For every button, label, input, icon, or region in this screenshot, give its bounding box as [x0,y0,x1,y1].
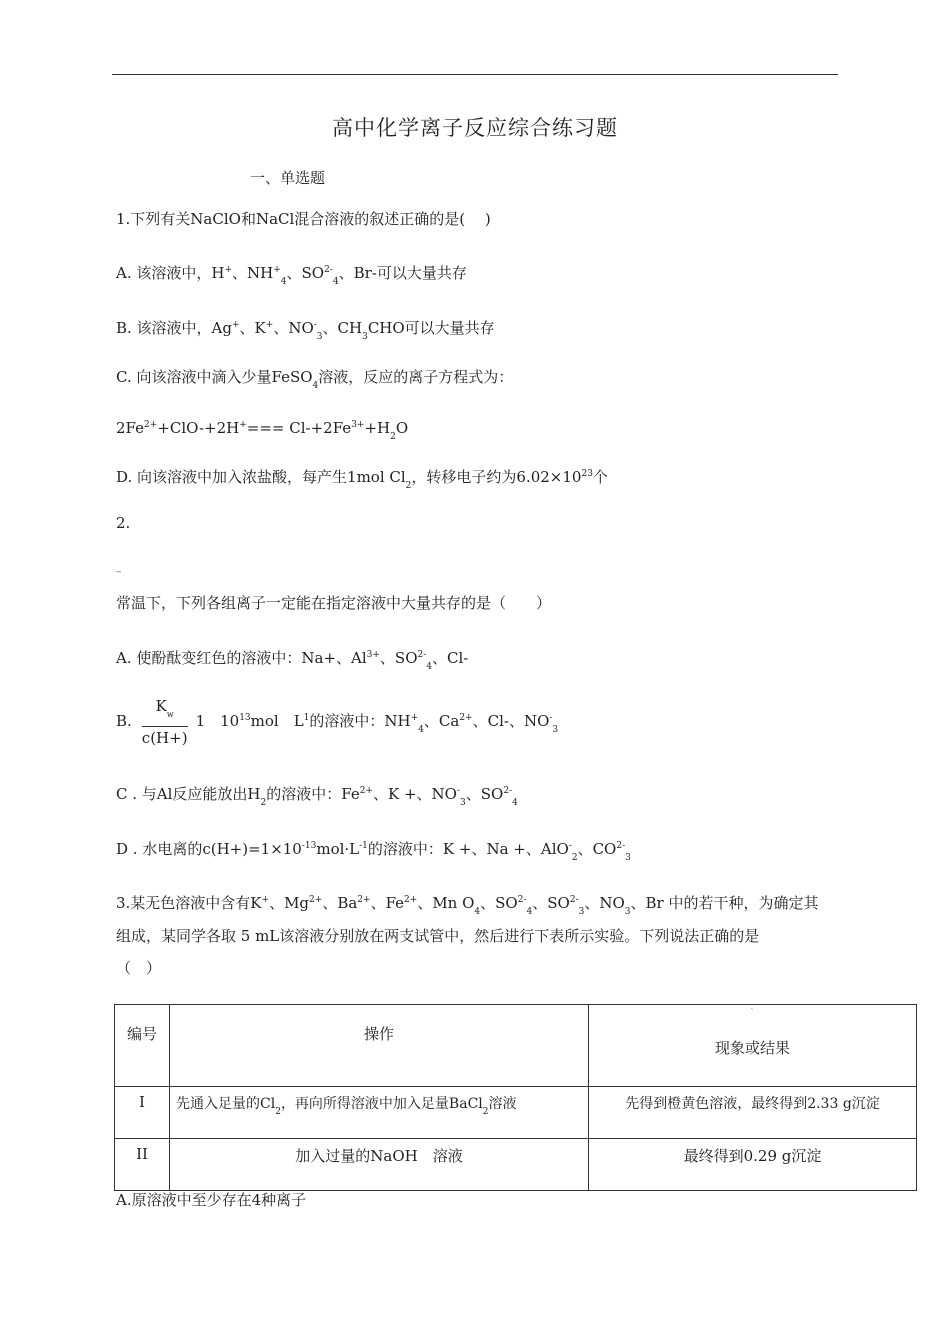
q2-dash: – [116,565,122,578]
table-header-row [115,1005,917,1087]
q3-stem-line1: 3.某无色溶液中含有K+、$Mg^{2+}$、$Ba^{2+}$、$Fe^{2+}$、Mn $O_4$、$SO^{2-}_4$、$SO^{2-}_3$、$NO_3$、Br 中的若干种，为确定其 [116,894,819,917]
q2-number: 2. [116,514,131,532]
q1-option-d: D. 向该溶液中加入浓盐酸，每产生1mol $Cl_2$，转移电子约为$6.02\times 10^{23}$个 [116,468,608,491]
q1-stem: 1.下列有关NaClO和NaCl混合溶液的叙述正确的是( ) [116,210,491,228]
q2-stem: 常温下，下列各组离子一定能在指定溶液中大量共存的是（ ） [116,594,552,612]
q1-option-a: A. 该溶液中，H+、$NH^+_4$、$SO^{2-}_4$、Br-可以大量共存 [116,264,467,287]
q3-option-a: A.原溶液中至少存在4种离子 [116,1191,307,1209]
row-operation: 加入过量的NaOH 溶液 [170,1139,589,1191]
header-result: ` 现象或结果 [589,1005,917,1087]
q2-option-b: B. $\frac{K_w}{c(H+)}$ 1 $10^{13}mol$ $L^1$的溶液中：$NH^+_4$、$Ca^{2+}$、Cl-、$NO^-_3$ [116,697,559,747]
q1-option-b: B. 该溶液中，Ag+、K+、$NO^-_3$、$CH_3CHO$可以大量共存 [116,319,495,342]
row-id: I [115,1087,170,1139]
q2-option-d: D . 水电离的$c(H+)=1\times 10^{-13}mol\cdot L^{-1}$的溶液中：K +、Na +、AlO-$_2$、$CO^{2-}_3$ [116,840,631,863]
experiment-table [114,1004,917,1191]
document-title: 高中化学离子反应综合练习题 [332,116,618,140]
q1-option-c: C. 向该溶液中滴入少量FeSO$_4$溶液，反应的离子方程式为： [116,368,514,391]
kw-fraction: $\frac{K_w}{c(H+)}$ [141,697,188,747]
header-operation: 操作 [170,1005,589,1087]
row-id: II [115,1139,170,1191]
row-result: 最终得到0.29 g沉淀 [589,1139,917,1191]
q3-stem-line3: （ ） [116,959,162,977]
header-id: 编号 [115,1005,170,1087]
row-result: 先得到橙黄色溶液，最终得到2.33 g沉淀 [589,1087,917,1139]
q1-equation: $2Fe^{2+}+ClO-+2H^+=== Cl-+2Fe^{3+}+H_2O$ [116,419,409,442]
header-mark: ` [750,1009,755,1019]
row-operation: 先通入足量的$Cl_2$，再向所得溶液中加入足量BaCl$_2$溶液 [170,1087,589,1139]
q2-option-a: A. 使酚酞变红色的溶液中：Na+、$Al^{3+}$、$SO^{2-}_4$、Cl- [116,649,469,672]
header-rule [112,74,838,75]
table-row [115,1087,917,1139]
section-heading: 一、单选题 [250,169,326,187]
q2-option-c: C . 与Al反应能放出$H_2$的溶液中：$Fe^{2+}$、K +、$NO^-_3$、$SO^{2-}_4$ [116,785,518,808]
table-row [115,1139,917,1191]
q3-stem-line2: 组成，某同学各取 5 mL该溶液分别放在两支试管中，然后进行下表所示实验。下列说法正确的是 [116,927,760,945]
